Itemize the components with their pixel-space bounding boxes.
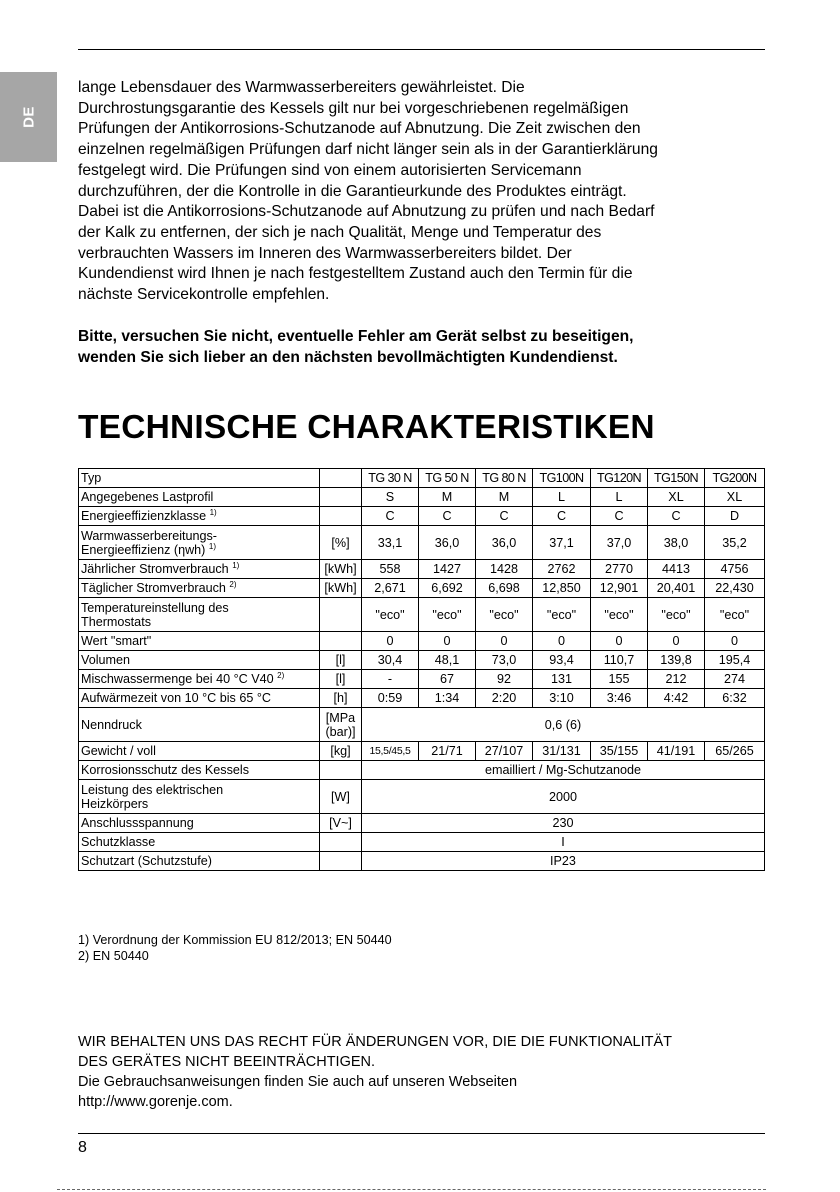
value-cell: 36,0 bbox=[476, 526, 533, 560]
unit-label: [MPa bbox=[325, 710, 356, 725]
footnote-ref: 2) bbox=[277, 671, 285, 680]
value-cell: 27/107 bbox=[476, 742, 533, 761]
unit-label: [kWh] bbox=[324, 562, 357, 576]
unit-label: [l] bbox=[335, 672, 346, 686]
unit-cell bbox=[320, 598, 362, 632]
value-cell: C bbox=[591, 507, 648, 526]
row-label-cell bbox=[79, 598, 320, 632]
row-label: Heizkörpers bbox=[81, 796, 149, 811]
row-label-cell bbox=[79, 670, 320, 689]
row-label-cell bbox=[79, 560, 320, 579]
row-label: Leistung des elektrischen bbox=[81, 782, 224, 797]
unit-label: [h] bbox=[333, 691, 348, 705]
value-cell: 6,692 bbox=[419, 579, 476, 598]
value-cell: M bbox=[476, 488, 533, 507]
row-label-cell bbox=[79, 708, 320, 742]
value-cell: 41/191 bbox=[648, 742, 705, 761]
unit-cell bbox=[320, 814, 362, 833]
spec-table bbox=[78, 468, 765, 871]
unit-cell bbox=[320, 632, 362, 651]
value-cell: 2:20 bbox=[476, 689, 533, 708]
value-cell: 73,0 bbox=[476, 651, 533, 670]
table-row bbox=[79, 833, 765, 852]
body-line: Dabei ist die Antikorrosions-Schutzanode auf Abnutzung zu prüfen und nach Bedarf bbox=[78, 203, 655, 221]
value-cell: 30,4 bbox=[362, 651, 419, 670]
unit-cell bbox=[320, 708, 362, 742]
value-cell: C bbox=[419, 507, 476, 526]
footnote-ref: 2) bbox=[229, 580, 237, 589]
body-line: Kundendienst wird Ihnen je nach festgestelltem Zustand auch den Termin für die bbox=[78, 265, 633, 283]
page-edge bbox=[57, 1189, 766, 1190]
value-cell: 0 bbox=[705, 632, 765, 651]
value-cell: 2,671 bbox=[362, 579, 419, 598]
row-label: Jährlicher Stromverbrauch bbox=[81, 562, 229, 576]
unit-label: [l] bbox=[335, 653, 346, 667]
merged-value-cell: 230 bbox=[362, 814, 765, 833]
value-cell: 37,0 bbox=[591, 526, 648, 560]
value-cell: 3:10 bbox=[533, 689, 591, 708]
value-cell: 15,5/45,5 bbox=[362, 742, 419, 761]
section-heading: TECHNISCHE CHARAKTERISTIKEN bbox=[78, 409, 655, 446]
value-cell: "eco" bbox=[705, 598, 765, 632]
table-row bbox=[79, 579, 765, 598]
value-cell: 1427 bbox=[419, 560, 476, 579]
value-cell: 20,401 bbox=[648, 579, 705, 598]
value-cell: 195,4 bbox=[705, 651, 765, 670]
table-row bbox=[79, 742, 765, 761]
row-label: Schutzart (Schutzstufe) bbox=[81, 854, 212, 868]
value-cell: 12,850 bbox=[533, 579, 591, 598]
table-row bbox=[79, 852, 765, 871]
value-cell: L bbox=[591, 488, 648, 507]
value-cell: "eco" bbox=[419, 598, 476, 632]
value-cell: 0 bbox=[419, 632, 476, 651]
unit-cell bbox=[320, 761, 362, 780]
unit-cell bbox=[320, 507, 362, 526]
value-cell: S bbox=[362, 488, 419, 507]
row-label: Warmwasserbereitungs- bbox=[81, 528, 218, 543]
footnote-ref: 1) bbox=[232, 561, 240, 570]
value-cell: 37,1 bbox=[533, 526, 591, 560]
value-cell: 31/131 bbox=[533, 742, 591, 761]
value-cell: 155 bbox=[591, 670, 648, 689]
row-label-line2 bbox=[81, 615, 317, 629]
unit-label: [V~] bbox=[329, 816, 352, 830]
body-line: Durchrostungsgarantie des Kessels gilt nur bei vorgeschriebenen regelmäßigen bbox=[78, 99, 629, 117]
value-cell: "eco" bbox=[533, 598, 591, 632]
body-line: verbrauchten Wassers im Inneren des Warmwasserbereiters bildet. Der bbox=[78, 244, 572, 262]
unit-cell bbox=[320, 670, 362, 689]
row-label: Thermostats bbox=[81, 614, 151, 629]
value-cell: 36,0 bbox=[419, 526, 476, 560]
table-row bbox=[79, 488, 765, 507]
value-cell: 4:42 bbox=[648, 689, 705, 708]
table-header-row bbox=[79, 469, 765, 488]
row-label: Gewicht / voll bbox=[81, 744, 156, 758]
model-header: TG 30 N bbox=[362, 469, 419, 488]
row-label-cell bbox=[79, 689, 320, 708]
table-row bbox=[79, 598, 765, 632]
value-cell: 3:46 bbox=[591, 689, 648, 708]
table-row bbox=[79, 651, 765, 670]
value-cell: 2762 bbox=[533, 560, 591, 579]
value-cell: 67 bbox=[419, 670, 476, 689]
footnote: 2) EN 50440 bbox=[78, 949, 149, 963]
row-label: Anschlussspannung bbox=[81, 816, 194, 830]
value-cell: 558 bbox=[362, 560, 419, 579]
header-unit-cell bbox=[320, 469, 362, 488]
value-cell: 6:32 bbox=[705, 689, 765, 708]
value-cell: 0 bbox=[476, 632, 533, 651]
table-row bbox=[79, 780, 765, 814]
value-cell: "eco" bbox=[362, 598, 419, 632]
value-cell: 65/265 bbox=[705, 742, 765, 761]
model-header: TG 80 N bbox=[476, 469, 533, 488]
value-cell: 4756 bbox=[705, 560, 765, 579]
model-header: TG100N bbox=[533, 469, 591, 488]
merged-value-cell: 0,6 (6) bbox=[362, 708, 765, 742]
body-line: der Kalk zu entfernen, der sich je nach Qualität, Menge und Temperatur des bbox=[78, 223, 602, 241]
value-cell: 212 bbox=[648, 670, 705, 689]
value-cell: C bbox=[533, 507, 591, 526]
unit-label: [kg] bbox=[330, 744, 351, 758]
row-label: Schutzklasse bbox=[81, 835, 156, 849]
model-header: TG 50 N bbox=[419, 469, 476, 488]
value-cell: 1428 bbox=[476, 560, 533, 579]
footnote-ref: 1) bbox=[208, 541, 216, 551]
body-line: nächste Servicekontrolle empfehlen. bbox=[78, 286, 330, 304]
page-number: 8 bbox=[78, 1139, 87, 1156]
value-cell: 12,901 bbox=[591, 579, 648, 598]
value-cell: 274 bbox=[705, 670, 765, 689]
footnotes bbox=[78, 932, 392, 964]
unit-cell bbox=[320, 526, 362, 560]
unit-cell bbox=[320, 651, 362, 670]
unit-cell bbox=[320, 742, 362, 761]
table-row bbox=[79, 507, 765, 526]
row-label-cell bbox=[79, 742, 320, 761]
row-label-cell bbox=[79, 526, 320, 560]
warning-line: wenden Sie sich lieber an den nächsten bevollmächtigten Kundendienst. bbox=[78, 349, 618, 366]
row-label-cell bbox=[79, 814, 320, 833]
table-row bbox=[79, 560, 765, 579]
warning-line: Bitte, versuchen Sie nicht, eventuelle Fehler am Gerät selbst zu beseitigen, bbox=[78, 328, 634, 345]
value-cell: 0:59 bbox=[362, 689, 419, 708]
value-cell: 21/71 bbox=[419, 742, 476, 761]
unit-cell bbox=[320, 579, 362, 598]
value-cell: 35/155 bbox=[591, 742, 648, 761]
row-label: Korrosionsschutz des Kessels bbox=[81, 763, 249, 777]
body-line: Prüfungen der Antikorrosions-Schutzanode auf Abnutzung. Die Zeit zwischen den bbox=[78, 120, 641, 138]
value-cell: 92 bbox=[476, 670, 533, 689]
unit-cell bbox=[320, 833, 362, 852]
footnote: 1) Verordnung der Kommission EU 812/2013; EN 50440 bbox=[78, 933, 392, 947]
row-label: Aufwärmezeit von 10 °C bis 65 °C bbox=[81, 691, 271, 705]
value-cell: 35,2 bbox=[705, 526, 765, 560]
body-line: festgelegt wird. Die Prüfungen sind von einem autorisierten Servicemann bbox=[78, 161, 582, 179]
header-rule bbox=[78, 49, 765, 50]
row-label: Angegebenes Lastprofil bbox=[81, 490, 214, 504]
table-row bbox=[79, 814, 765, 833]
row-label: Volumen bbox=[81, 653, 131, 667]
unit-label: (bar)] bbox=[325, 724, 356, 739]
value-cell: 48,1 bbox=[419, 651, 476, 670]
row-label: Täglicher Stromverbrauch bbox=[81, 581, 226, 595]
website-link[interactable]: http://www.gorenje.com. bbox=[78, 1094, 233, 1110]
row-label: Mischwassermenge bei 40 °C V40 bbox=[81, 672, 274, 686]
row-label-cell bbox=[79, 852, 320, 871]
value-cell: "eco" bbox=[591, 598, 648, 632]
value-cell: C bbox=[362, 507, 419, 526]
value-cell: 93,4 bbox=[533, 651, 591, 670]
table-row bbox=[79, 670, 765, 689]
merged-value-cell: IP23 bbox=[362, 852, 765, 871]
table-row bbox=[79, 526, 765, 560]
footer-rule bbox=[78, 1133, 765, 1134]
value-cell: 2770 bbox=[591, 560, 648, 579]
value-cell: 0 bbox=[591, 632, 648, 651]
row-label-cell bbox=[79, 780, 320, 814]
language-tab-label: DE bbox=[20, 106, 37, 128]
value-cell: 110,7 bbox=[591, 651, 648, 670]
body-line: lange Lebensdauer des Warmwasserbereiters gewährleistet. Die bbox=[78, 79, 525, 96]
row-label-cell bbox=[79, 761, 320, 780]
value-cell: "eco" bbox=[648, 598, 705, 632]
language-tab bbox=[0, 72, 57, 162]
row-label-cell bbox=[79, 579, 320, 598]
value-cell: XL bbox=[705, 488, 765, 507]
rights-notice bbox=[78, 1032, 778, 1112]
unit-cell bbox=[320, 689, 362, 708]
row-label: Wert "smart" bbox=[81, 634, 152, 648]
row-label: Nenndruck bbox=[81, 717, 142, 732]
unit-cell bbox=[320, 852, 362, 871]
unit-label: [kWh] bbox=[324, 581, 357, 595]
unit-cell bbox=[320, 488, 362, 507]
footnote-ref: 1) bbox=[209, 508, 217, 517]
row-label-cell bbox=[79, 488, 320, 507]
model-header: TG120N bbox=[591, 469, 648, 488]
row-label-line2 bbox=[81, 543, 317, 557]
model-header: TG150N bbox=[648, 469, 705, 488]
value-cell: XL bbox=[648, 488, 705, 507]
value-cell: - bbox=[362, 670, 419, 689]
value-cell: M bbox=[419, 488, 476, 507]
table-row bbox=[79, 689, 765, 708]
row-label-cell bbox=[79, 651, 320, 670]
merged-value-cell: 2000 bbox=[362, 780, 765, 814]
value-cell: 0 bbox=[362, 632, 419, 651]
value-cell: C bbox=[648, 507, 705, 526]
row-label-cell bbox=[79, 632, 320, 651]
header-label: Typ bbox=[79, 469, 320, 488]
row-label-line2 bbox=[81, 797, 317, 811]
table-row bbox=[79, 761, 765, 780]
unit-cell bbox=[320, 560, 362, 579]
value-cell: L bbox=[533, 488, 591, 507]
value-cell: 6,698 bbox=[476, 579, 533, 598]
value-cell: 131 bbox=[533, 670, 591, 689]
value-cell: 4413 bbox=[648, 560, 705, 579]
row-label-cell bbox=[79, 833, 320, 852]
unit-cell bbox=[320, 780, 362, 814]
value-cell: 33,1 bbox=[362, 526, 419, 560]
body-paragraph bbox=[78, 78, 768, 306]
row-label: Temperatureinstellung des bbox=[81, 600, 229, 615]
table-row bbox=[79, 632, 765, 651]
row-label: Energieeffizienz (ηwh) bbox=[81, 542, 206, 557]
merged-value-cell: emailliert / Mg-Schutzanode bbox=[362, 761, 765, 780]
body-line: einzelnen regelmäßigen Prüfungen darf nicht länger sein als in der Garantierklärung bbox=[78, 141, 658, 159]
value-cell: 22,430 bbox=[705, 579, 765, 598]
merged-value-cell: I bbox=[362, 833, 765, 852]
value-cell: 0 bbox=[533, 632, 591, 651]
notice-line: WIR BEHALTEN UNS DAS RECHT FÜR ÄNDERUNGEN VOR, DIE DIE FUNKTIONALITÄT bbox=[78, 1034, 673, 1050]
table-row bbox=[79, 708, 765, 742]
model-header: TG200N bbox=[705, 469, 765, 488]
value-cell: 0 bbox=[648, 632, 705, 651]
warning-notice bbox=[78, 326, 768, 368]
value-cell: D bbox=[705, 507, 765, 526]
body-line: durchzuführen, der die Kontrolle in die Garantieurkunde des Produktes einträgt. bbox=[78, 182, 627, 200]
row-label-cell bbox=[79, 507, 320, 526]
row-label: Energieeffizienzklasse bbox=[81, 509, 207, 523]
value-cell: C bbox=[476, 507, 533, 526]
notice-line: Die Gebrauchsanweisungen finden Sie auch auf unseren Webseiten bbox=[78, 1074, 518, 1090]
unit-label: [%] bbox=[331, 535, 350, 550]
notice-line: DES GERÄTES NICHT BEEINTRÄCHTIGEN. bbox=[78, 1054, 376, 1070]
value-cell: 139,8 bbox=[648, 651, 705, 670]
value-cell: 1:34 bbox=[419, 689, 476, 708]
value-cell: "eco" bbox=[476, 598, 533, 632]
value-cell: 38,0 bbox=[648, 526, 705, 560]
unit-label: [W] bbox=[331, 789, 350, 804]
